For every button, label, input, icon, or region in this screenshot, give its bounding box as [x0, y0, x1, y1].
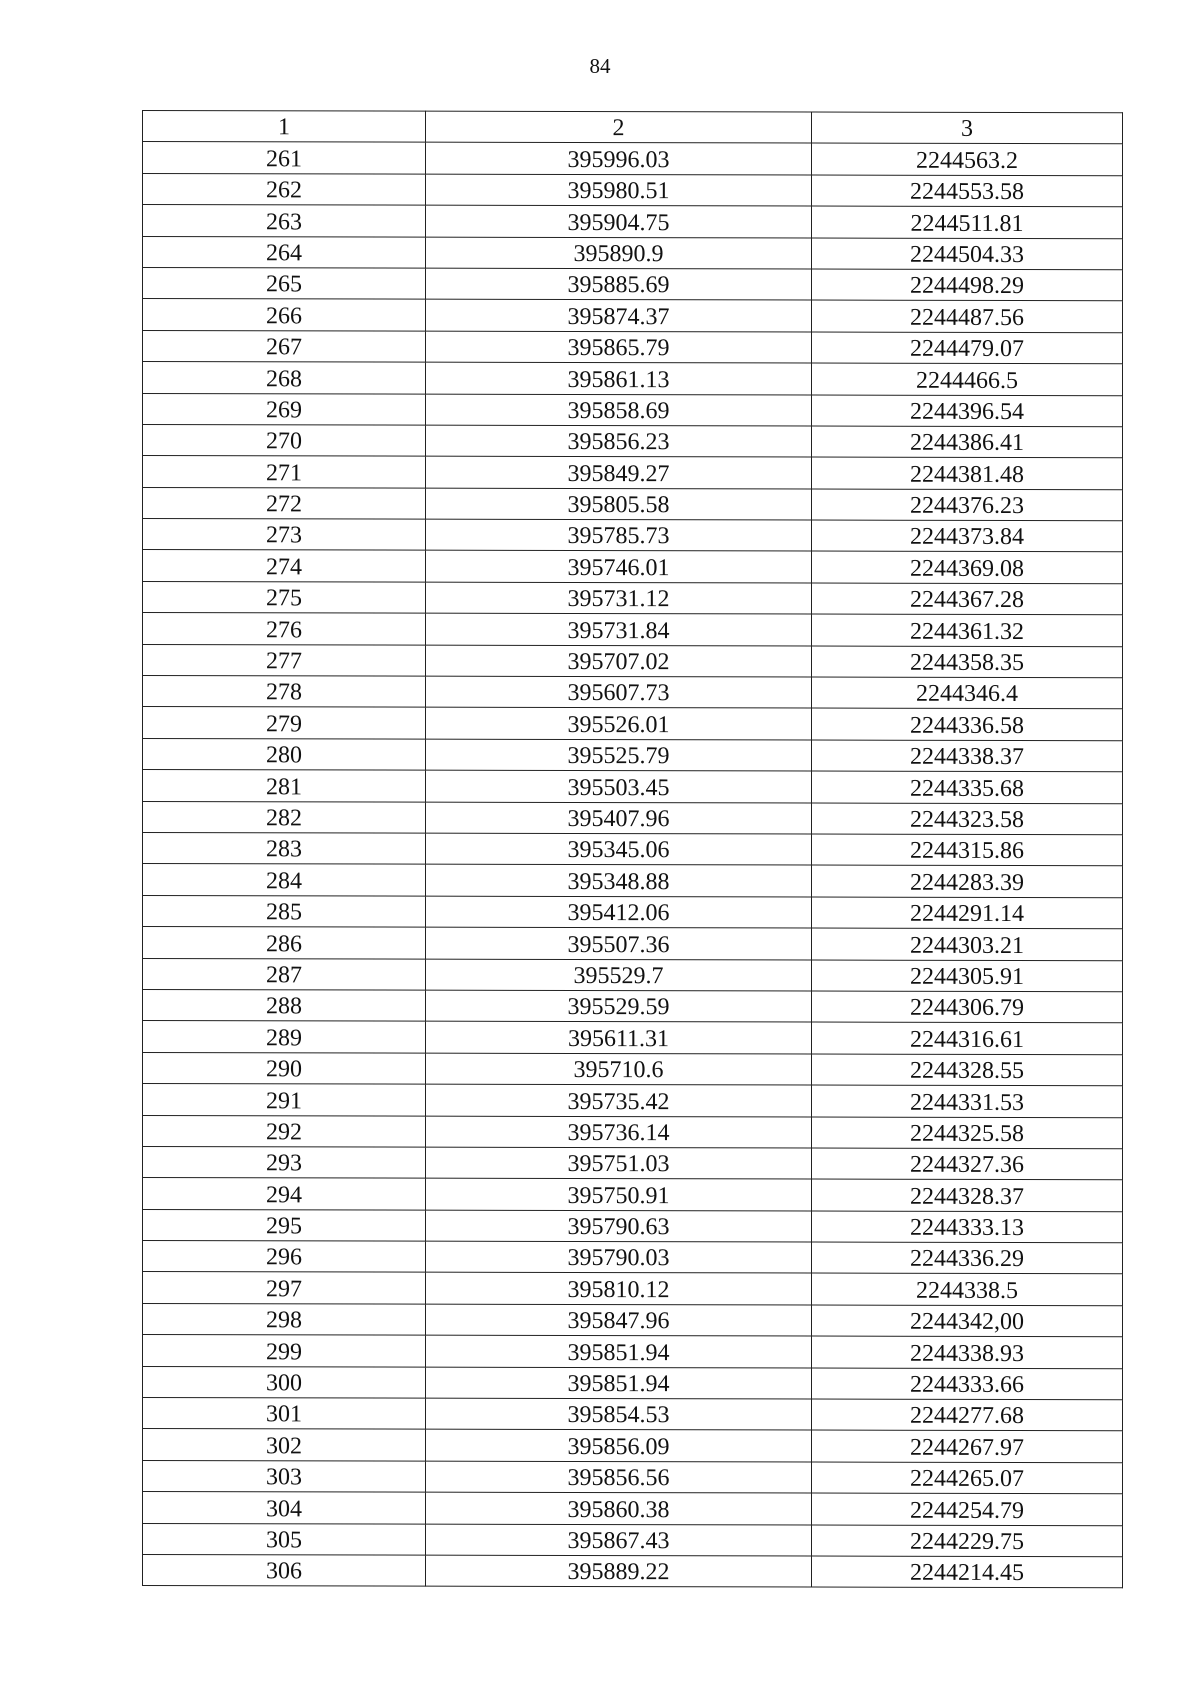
y-coordinate-cell: 2244396.54: [812, 395, 1123, 427]
point-number-cell: 279: [143, 707, 426, 739]
point-number-cell: 278: [143, 676, 426, 708]
point-number-cell: 262: [143, 173, 426, 205]
point-number-cell: 263: [143, 205, 426, 237]
point-number-cell: 288: [143, 989, 426, 1021]
y-coordinate-cell: 2244342,00: [812, 1305, 1123, 1337]
y-coordinate-cell: 2244358.35: [812, 646, 1123, 678]
point-number-cell: 291: [143, 1084, 426, 1116]
y-coordinate-cell: 2244333.66: [812, 1368, 1123, 1400]
x-coordinate-cell: 395980.51: [426, 174, 812, 206]
x-coordinate-cell: 395849.27: [426, 456, 812, 488]
x-coordinate-cell: 395851.94: [426, 1335, 812, 1367]
point-number-cell: 273: [143, 519, 426, 551]
table-row: [143, 864, 1123, 898]
point-number-cell: 290: [143, 1052, 426, 1084]
table-row: [143, 1398, 1123, 1432]
column-header: 1: [143, 111, 426, 143]
point-number-cell: 295: [143, 1209, 426, 1241]
table-row: [143, 1335, 1123, 1369]
x-coordinate-cell: 395847.96: [426, 1304, 812, 1336]
table-row: [143, 550, 1123, 584]
point-number-cell: 261: [143, 142, 426, 174]
x-coordinate-cell: 395348.88: [426, 865, 812, 897]
table-row: [143, 927, 1123, 961]
x-coordinate-cell: 395904.75: [426, 205, 812, 237]
point-number-cell: 280: [143, 738, 426, 770]
table-row: [143, 1429, 1123, 1463]
x-coordinate-cell: 395867.43: [426, 1524, 812, 1556]
table-row: [143, 958, 1123, 992]
x-coordinate-cell: 395607.73: [426, 676, 812, 708]
table-header-row: [143, 111, 1123, 145]
x-coordinate-cell: 395890.9: [426, 237, 812, 269]
x-coordinate-cell: 395529.7: [426, 959, 812, 991]
point-number-cell: 277: [143, 644, 426, 676]
table-row: [143, 519, 1123, 553]
y-coordinate-cell: 2244511.81: [812, 206, 1123, 238]
x-coordinate-cell: 395854.53: [426, 1398, 812, 1430]
x-coordinate-cell: 395885.69: [426, 268, 812, 300]
table-row: [143, 1272, 1123, 1306]
y-coordinate-cell: 2244338.5: [812, 1273, 1123, 1305]
y-coordinate-cell: 2244376.23: [812, 489, 1123, 521]
table-row: [143, 1021, 1123, 1055]
point-number-cell: 269: [143, 393, 426, 425]
column-header: 3: [812, 112, 1123, 144]
x-coordinate-cell: 395611.31: [426, 1021, 812, 1053]
table-row: [143, 1052, 1123, 1086]
point-number-cell: 302: [143, 1429, 426, 1461]
x-coordinate-cell: 395851.94: [426, 1367, 812, 1399]
y-coordinate-cell: 2244229.75: [812, 1525, 1123, 1557]
x-coordinate-cell: 395785.73: [426, 519, 812, 551]
table-row: [143, 1178, 1123, 1212]
point-number-cell: 287: [143, 958, 426, 990]
table-body: [143, 111, 1123, 1589]
x-coordinate-cell: 395746.01: [426, 551, 812, 583]
table-row: [143, 1554, 1123, 1588]
table-row: [143, 236, 1123, 270]
point-number-cell: 275: [143, 581, 426, 613]
y-coordinate-cell: 2244361.32: [812, 614, 1123, 646]
point-number-cell: 268: [143, 362, 426, 394]
y-coordinate-cell: 2244466.5: [812, 363, 1123, 395]
point-number-cell: 298: [143, 1303, 426, 1335]
x-coordinate-cell: 395865.79: [426, 331, 812, 363]
x-coordinate-cell: 395790.63: [426, 1210, 812, 1242]
point-number-cell: 292: [143, 1115, 426, 1147]
y-coordinate-cell: 2244277.68: [812, 1399, 1123, 1431]
table-row: [143, 1492, 1123, 1526]
table-row: [143, 738, 1123, 772]
x-coordinate-cell: 395889.22: [426, 1555, 812, 1587]
table-row: [143, 895, 1123, 929]
point-number-cell: 282: [143, 801, 426, 833]
table-row: [143, 173, 1123, 207]
point-number-cell: 299: [143, 1335, 426, 1367]
point-number-cell: 300: [143, 1366, 426, 1398]
y-coordinate-cell: 2244563.2: [812, 143, 1123, 175]
x-coordinate-cell: 395790.03: [426, 1241, 812, 1273]
point-number-cell: 270: [143, 424, 426, 456]
x-coordinate-cell: 395750.91: [426, 1178, 812, 1210]
y-coordinate-cell: 2244267.97: [812, 1430, 1123, 1462]
point-number-cell: 276: [143, 613, 426, 645]
x-coordinate-cell: 395526.01: [426, 708, 812, 740]
x-coordinate-cell: 395529.59: [426, 990, 812, 1022]
y-coordinate-cell: 2244325.58: [812, 1117, 1123, 1149]
point-number-cell: 265: [143, 267, 426, 299]
x-coordinate-cell: 395805.58: [426, 488, 812, 520]
table-row: [143, 1460, 1123, 1494]
y-coordinate-cell: 2244373.84: [812, 520, 1123, 552]
point-number-cell: 305: [143, 1523, 426, 1555]
point-number-cell: 281: [143, 770, 426, 802]
table-row: [143, 1084, 1123, 1118]
y-coordinate-cell: 2244265.07: [812, 1462, 1123, 1494]
table-row: [143, 989, 1123, 1023]
point-number-cell: 296: [143, 1241, 426, 1273]
page-number: 84: [589, 54, 611, 78]
table-row: [143, 142, 1123, 176]
table-row: [143, 330, 1123, 364]
table-row: [143, 581, 1123, 615]
table-row: [143, 267, 1123, 301]
y-coordinate-cell: 2244316.61: [812, 1022, 1123, 1054]
table-row: [143, 1209, 1123, 1243]
point-number-cell: 274: [143, 550, 426, 582]
table-row: [143, 613, 1123, 647]
y-coordinate-cell: 2244315.86: [812, 834, 1123, 866]
y-coordinate-cell: 2244487.56: [812, 300, 1123, 332]
point-number-cell: 264: [143, 236, 426, 268]
table-row: [143, 487, 1123, 521]
x-coordinate-cell: 395525.79: [426, 739, 812, 771]
x-coordinate-cell: 395731.12: [426, 582, 812, 614]
point-number-cell: 271: [143, 456, 426, 488]
y-coordinate-cell: 2244305.91: [812, 960, 1123, 992]
table-row: [143, 1241, 1123, 1275]
table-row: [143, 456, 1123, 490]
y-coordinate-cell: 2244479.07: [812, 332, 1123, 364]
table-row: [143, 1523, 1123, 1557]
x-coordinate-cell: 395731.84: [426, 613, 812, 645]
y-coordinate-cell: 2244386.41: [812, 426, 1123, 458]
y-coordinate-cell: 2244336.29: [812, 1242, 1123, 1274]
y-coordinate-cell: 2244323.58: [812, 803, 1123, 835]
point-number-cell: 285: [143, 895, 426, 927]
y-coordinate-cell: 2244338.37: [812, 740, 1123, 772]
coordinates-table: [142, 110, 1123, 1589]
x-coordinate-cell: 395710.6: [426, 1053, 812, 1085]
table-row: [143, 644, 1123, 678]
table-row: [143, 424, 1123, 458]
y-coordinate-cell: 2244333.13: [812, 1211, 1123, 1243]
y-coordinate-cell: 2244336.58: [812, 708, 1123, 740]
table-row: [143, 205, 1123, 239]
y-coordinate-cell: 2244338.93: [812, 1336, 1123, 1368]
y-coordinate-cell: 2244553.58: [812, 175, 1123, 207]
y-coordinate-cell: 2244328.55: [812, 1054, 1123, 1086]
x-coordinate-cell: 395858.69: [426, 394, 812, 426]
x-coordinate-cell: 395707.02: [426, 645, 812, 677]
y-coordinate-cell: 2244367.28: [812, 583, 1123, 615]
y-coordinate-cell: 2244504.33: [812, 238, 1123, 270]
x-coordinate-cell: 395407.96: [426, 802, 812, 834]
column-header: 2: [426, 111, 812, 143]
x-coordinate-cell: 395503.45: [426, 770, 812, 802]
x-coordinate-cell: 395860.38: [426, 1492, 812, 1524]
point-number-cell: 303: [143, 1460, 426, 1492]
y-coordinate-cell: 2244335.68: [812, 771, 1123, 803]
y-coordinate-cell: 2244498.29: [812, 269, 1123, 301]
point-number-cell: 293: [143, 1146, 426, 1178]
y-coordinate-cell: 2244369.08: [812, 551, 1123, 583]
x-coordinate-cell: 395810.12: [426, 1273, 812, 1305]
point-number-cell: 304: [143, 1492, 426, 1524]
point-number-cell: 297: [143, 1272, 426, 1304]
table-row: [143, 1146, 1123, 1180]
y-coordinate-cell: 2244327.36: [812, 1148, 1123, 1180]
point-number-cell: 283: [143, 832, 426, 864]
table-row: [143, 1366, 1123, 1400]
y-coordinate-cell: 2244254.79: [812, 1493, 1123, 1525]
table-row: [143, 801, 1123, 835]
table-row: [143, 770, 1123, 804]
x-coordinate-cell: 395996.03: [426, 143, 812, 175]
y-coordinate-cell: 2244328.37: [812, 1179, 1123, 1211]
y-coordinate-cell: 2244381.48: [812, 457, 1123, 489]
x-coordinate-cell: 395507.36: [426, 927, 812, 959]
point-number-cell: 294: [143, 1178, 426, 1210]
x-coordinate-cell: 395751.03: [426, 1147, 812, 1179]
point-number-cell: 286: [143, 927, 426, 959]
table-row: [143, 393, 1123, 427]
y-coordinate-cell: 2244283.39: [812, 865, 1123, 897]
y-coordinate-cell: 2244291.14: [812, 897, 1123, 929]
table-row: [143, 832, 1123, 866]
y-coordinate-cell: 2244303.21: [812, 928, 1123, 960]
table-row: [143, 1115, 1123, 1149]
x-coordinate-cell: 395345.06: [426, 833, 812, 865]
x-coordinate-cell: 395736.14: [426, 1116, 812, 1148]
point-number-cell: 266: [143, 299, 426, 331]
table-row: [143, 299, 1123, 333]
y-coordinate-cell: 2244306.79: [812, 991, 1123, 1023]
table-row: [143, 676, 1123, 710]
point-number-cell: 306: [143, 1554, 426, 1586]
x-coordinate-cell: 395861.13: [426, 362, 812, 394]
x-coordinate-cell: 395856.09: [426, 1430, 812, 1462]
y-coordinate-cell: 2244331.53: [812, 1085, 1123, 1117]
table-row: [143, 707, 1123, 741]
point-number-cell: 272: [143, 487, 426, 519]
point-number-cell: 267: [143, 330, 426, 362]
point-number-cell: 284: [143, 864, 426, 896]
x-coordinate-cell: 395412.06: [426, 896, 812, 928]
x-coordinate-cell: 395856.56: [426, 1461, 812, 1493]
point-number-cell: 301: [143, 1398, 426, 1430]
table-row: [143, 1303, 1123, 1337]
x-coordinate-cell: 395735.42: [426, 1084, 812, 1116]
y-coordinate-cell: 2244346.4: [812, 677, 1123, 709]
x-coordinate-cell: 395874.37: [426, 299, 812, 331]
table-row: [143, 362, 1123, 396]
point-number-cell: 289: [143, 1021, 426, 1053]
x-coordinate-cell: 395856.23: [426, 425, 812, 457]
y-coordinate-cell: 2244214.45: [812, 1556, 1123, 1588]
